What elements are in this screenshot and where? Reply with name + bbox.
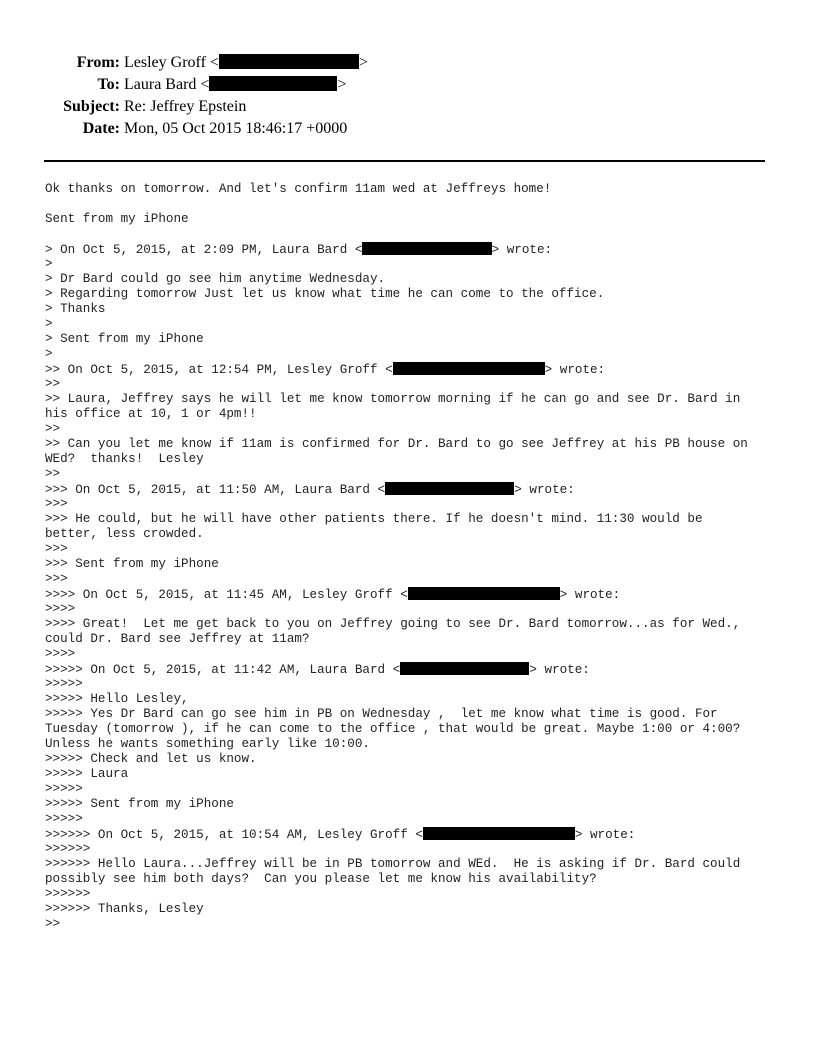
body-line bbox=[45, 542, 785, 557]
redaction-box bbox=[385, 482, 514, 495]
body-line-text: his office at 10, 1 or 4pm!! bbox=[45, 407, 257, 421]
body-line-text: > On Oct 5, 2015, at 2:09 PM, Laura Bard < bbox=[45, 243, 363, 257]
body-line-text: >>>>> bbox=[45, 812, 83, 826]
to-value: Laura Bard < bbox=[124, 76, 210, 93]
body-line-text: >>> On Oct 5, 2015, at 11:50 AM, Laura Bard < bbox=[45, 483, 386, 497]
to-label: To: bbox=[97, 76, 120, 93]
body-line-text: >>>>> bbox=[45, 677, 83, 691]
body-line bbox=[45, 737, 785, 752]
body-line bbox=[45, 422, 785, 437]
body-line-text: >> bbox=[45, 467, 61, 481]
body-line-text: WEd? thanks! Lesley bbox=[45, 452, 204, 466]
body-line-text: >> Can you let me know if 11am is confirmed for Dr. Bard to go see Jeffrey at his PB house on bbox=[45, 437, 748, 451]
email-header bbox=[0, 52, 816, 140]
from-value: Lesley Groff < bbox=[124, 54, 219, 71]
body-line-text: > Dr Bard could go see him anytime Wednesday. bbox=[45, 272, 386, 286]
body-line bbox=[45, 332, 785, 347]
subject-value: Re: Jeffrey Epstein bbox=[124, 98, 247, 115]
header-divider bbox=[44, 160, 765, 162]
body-line-suffix: > wrote: bbox=[544, 363, 606, 377]
body-line-text: >>>> Great! Let me get back to you on Jeffrey going to see Dr. Bard tomorrow...as for Wed., bbox=[45, 617, 741, 631]
body-line-text: >>> Sent from my iPhone bbox=[45, 557, 219, 571]
body-line bbox=[45, 242, 785, 257]
body-line-text: >> Laura, Jeffrey says he will let me know tomorrow morning if he can go and see Dr. Bard in bbox=[45, 392, 741, 406]
redaction-box bbox=[400, 662, 529, 675]
subject-label: Subject: bbox=[63, 98, 120, 115]
body-line bbox=[45, 227, 785, 242]
body-line-text: >> bbox=[45, 377, 61, 391]
body-line bbox=[45, 857, 785, 872]
date-row bbox=[0, 118, 816, 140]
body-line-suffix: > wrote: bbox=[491, 243, 553, 257]
body-line bbox=[45, 197, 785, 212]
from-label: From: bbox=[76, 54, 120, 71]
body-line bbox=[45, 347, 785, 362]
body-line-text: >>>>> On Oct 5, 2015, at 11:42 AM, Laura Bard < bbox=[45, 663, 401, 677]
body-line-text: >> bbox=[45, 422, 61, 436]
body-line-text: >>>>>> Hello Laura...Jeffrey will be in PB tomorrow and WEd. He is asking if Dr. Bard could bbox=[45, 857, 741, 871]
body-line-text: > Regarding tomorrow Just let us know what time he can come to the office. bbox=[45, 287, 605, 301]
body-line bbox=[45, 392, 785, 407]
body-line-text: >>>>>> On Oct 5, 2015, at 10:54 AM, Lesley Groff < bbox=[45, 828, 423, 842]
body-line-text: Sent from my iPhone bbox=[45, 212, 189, 226]
body-line bbox=[45, 497, 785, 512]
body-line bbox=[45, 797, 785, 812]
body-line-text: Tuesday (tomorrow ), if he can come to the office , that would be great. Maybe 1:00 or 4:00? bbox=[45, 722, 741, 736]
body-line bbox=[45, 317, 785, 332]
redaction-box bbox=[423, 827, 575, 840]
to-close: > bbox=[337, 76, 347, 93]
body-line-text: >>> He could, but he will have other patients there. If he doesn't mind. 11:30 would be bbox=[45, 512, 703, 526]
body-line-text: >>> bbox=[45, 542, 68, 556]
body-line bbox=[45, 812, 785, 827]
body-line-text: >>>>>> bbox=[45, 887, 91, 901]
body-line-text: > bbox=[45, 347, 53, 361]
body-line-text: >>>>>> bbox=[45, 842, 91, 856]
body-line-text: > bbox=[45, 317, 53, 331]
body-line-text: >>>>>> Thanks, Lesley bbox=[45, 902, 204, 916]
body-line bbox=[45, 692, 785, 707]
body-line bbox=[45, 917, 785, 932]
body-line-text: >>>>> Yes Dr Bard can go see him in PB on Wednesday , let me know what time is good. For bbox=[45, 707, 718, 721]
body-line-text: > bbox=[45, 257, 53, 271]
body-line-suffix: > wrote: bbox=[559, 588, 621, 602]
body-line-suffix: > wrote: bbox=[529, 663, 590, 677]
body-line-text: could Dr. Bard see Jeffrey at 11am? bbox=[45, 632, 310, 646]
body-line bbox=[45, 452, 785, 467]
body-line bbox=[45, 362, 785, 377]
date-label: Date: bbox=[82, 120, 120, 137]
body-line bbox=[45, 887, 785, 902]
body-line bbox=[45, 212, 785, 227]
from-close: > bbox=[358, 54, 368, 71]
body-line bbox=[45, 602, 785, 617]
body-line-text: >>>> bbox=[45, 647, 76, 661]
body-line-text: >> On Oct 5, 2015, at 12:54 PM, Lesley Groff < bbox=[45, 363, 393, 377]
body-line bbox=[45, 572, 785, 587]
body-line-suffix: > wrote: bbox=[574, 828, 636, 842]
body-line-text: >>>>> Hello Lesley, bbox=[45, 692, 189, 706]
body-line bbox=[45, 512, 785, 527]
to-row bbox=[0, 74, 816, 96]
body-line bbox=[45, 437, 785, 452]
body-line-text: >> bbox=[45, 917, 61, 931]
body-line-text: better, less crowded. bbox=[45, 527, 204, 541]
body-line bbox=[45, 767, 785, 782]
body-line bbox=[45, 722, 785, 737]
body-line-text: > Thanks bbox=[45, 302, 106, 316]
from-row bbox=[0, 52, 816, 74]
body-line-text: >>>>> Laura bbox=[45, 767, 129, 781]
body-line bbox=[45, 527, 785, 542]
redaction-box bbox=[362, 242, 491, 255]
body-line bbox=[45, 707, 785, 722]
body-line-text: > Sent from my iPhone bbox=[45, 332, 204, 346]
body-line bbox=[45, 302, 785, 317]
body-line bbox=[45, 842, 785, 857]
email-body bbox=[45, 182, 785, 932]
body-line-text: possibly see him both days? Can you please let me know his availability? bbox=[45, 872, 597, 886]
subject-row bbox=[0, 96, 816, 118]
body-line bbox=[45, 647, 785, 662]
redaction-box bbox=[209, 76, 337, 91]
body-line bbox=[45, 902, 785, 917]
body-line-text: >>>>> bbox=[45, 782, 83, 796]
body-line bbox=[45, 677, 785, 692]
redaction-box bbox=[408, 587, 560, 600]
body-line bbox=[45, 752, 785, 767]
body-line bbox=[45, 287, 785, 302]
body-line bbox=[45, 872, 785, 887]
redaction-box bbox=[393, 362, 545, 375]
body-line bbox=[45, 377, 785, 392]
date-value: Mon, 05 Oct 2015 18:46:17 +0000 bbox=[124, 120, 348, 137]
body-line bbox=[45, 407, 785, 422]
body-line-text: >>>> bbox=[45, 602, 76, 616]
body-line-suffix: > wrote: bbox=[514, 483, 575, 497]
body-line bbox=[45, 272, 785, 287]
body-line bbox=[45, 827, 785, 842]
body-line-text: >>>>> Check and let us know. bbox=[45, 752, 257, 766]
body-line bbox=[45, 467, 785, 482]
body-line bbox=[45, 587, 785, 602]
body-line-text: Ok thanks on tomorrow. And let's confirm 11am wed at Jeffreys home! bbox=[45, 182, 552, 196]
body-line bbox=[45, 482, 785, 497]
redaction-box bbox=[219, 54, 359, 69]
body-line bbox=[45, 632, 785, 647]
body-line-text: >>>>> Sent from my iPhone bbox=[45, 797, 234, 811]
body-line bbox=[45, 617, 785, 632]
body-line-text: >>>> On Oct 5, 2015, at 11:45 AM, Lesley Groff < bbox=[45, 588, 408, 602]
body-line-text: Unless he wants something early like 10:00. bbox=[45, 737, 370, 751]
body-line bbox=[45, 662, 785, 677]
body-line-text: >>> bbox=[45, 497, 68, 511]
body-line bbox=[45, 557, 785, 572]
body-line bbox=[45, 782, 785, 797]
body-line bbox=[45, 182, 785, 197]
body-line-text: >>> bbox=[45, 572, 68, 586]
body-line bbox=[45, 257, 785, 272]
